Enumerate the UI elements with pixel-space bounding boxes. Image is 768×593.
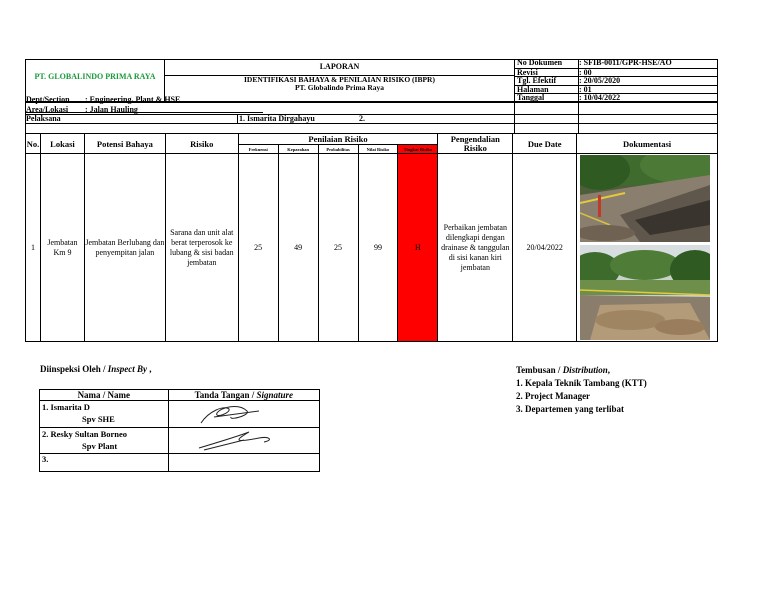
area-label: Area/Lokasi bbox=[26, 105, 69, 114]
col-no: No. bbox=[26, 134, 41, 154]
documentation-photo-bottom bbox=[580, 245, 710, 340]
col-risiko: Risiko bbox=[165, 134, 238, 154]
meta-label: No Dokumen bbox=[517, 58, 563, 67]
dept-value: : Engineering, Plant & HSE bbox=[85, 95, 181, 104]
pelaksana-label: Pelaksana bbox=[26, 114, 61, 123]
distribution-item: 3. Departemen yang terlibat bbox=[516, 404, 624, 414]
meta-value: : SFIB-0011/GPR-HSE/AO bbox=[579, 58, 672, 67]
signature-mark bbox=[169, 401, 319, 427]
line bbox=[237, 114, 238, 124]
meta-value: : 00 bbox=[579, 67, 592, 77]
signer-cell bbox=[40, 401, 169, 428]
signer-role: Spv SHE bbox=[82, 414, 115, 424]
distribution-title-text: Tembusan / bbox=[516, 365, 563, 375]
signature-cell bbox=[168, 401, 319, 428]
distribution-title-italic: Distribution bbox=[562, 365, 608, 375]
cell-no: 1 bbox=[26, 154, 41, 342]
line bbox=[514, 102, 515, 134]
line bbox=[717, 102, 718, 134]
report-subtitle: IDENTIFIKASI BAHAYA & PENILAIAN RISIKO (IBPR) bbox=[244, 75, 435, 84]
inspect-by-suffix: , bbox=[147, 364, 152, 374]
col-pengendalian: Pengendalian Risiko bbox=[438, 134, 513, 154]
sub-tingkat: Tingkat Risiko bbox=[398, 145, 438, 154]
pelaksana-name-2: 2. bbox=[359, 114, 365, 123]
meta-label: Tgl. Efektif bbox=[517, 76, 557, 86]
sub-nilai: Nilai Risiko bbox=[358, 145, 398, 154]
signature-mark bbox=[169, 428, 319, 454]
meta-label: Tanggal bbox=[517, 93, 545, 103]
signer-name: 3. bbox=[42, 454, 49, 464]
inspect-by-text: Diinspeksi Oleh / bbox=[40, 364, 108, 374]
distribution-title-suffix: , bbox=[607, 365, 610, 375]
meta-row bbox=[515, 59, 718, 69]
sub-frekuensi: Frekuensi bbox=[238, 145, 278, 154]
line bbox=[578, 102, 579, 134]
cell-tingkat: H bbox=[398, 154, 438, 342]
signer-cell bbox=[40, 454, 169, 472]
cell-pengendalian: Perbaikan jembatan dilengkapi dengan drainase & tanggulan di sisi kanan kiri jembatan bbox=[438, 154, 513, 342]
distribution-title bbox=[516, 364, 647, 377]
report-company: PT. Globalindo Prima Raya bbox=[294, 83, 385, 92]
area-value: : Jalan Hauling bbox=[85, 105, 138, 114]
company-name: PT. GLOBALINDO PRIMA RAYA bbox=[34, 72, 156, 81]
signer-name: 2. Resky Sultan Borneo bbox=[42, 429, 128, 439]
distribution-item: 1. Kepala Teknik Tambang (KTT) bbox=[516, 378, 647, 388]
cell-keparahan: 49 bbox=[278, 154, 318, 342]
col-dokumentasi: Dokumentasi bbox=[577, 134, 718, 154]
meta-value: : 01 bbox=[579, 84, 592, 94]
sub-keparahan: Keparahan bbox=[278, 145, 318, 154]
report-title: LAPORAN bbox=[319, 62, 360, 71]
dept-label: Dept/Section bbox=[26, 95, 70, 104]
col-lokasi: Lokasi bbox=[40, 134, 84, 154]
line bbox=[25, 123, 718, 124]
signature-table bbox=[39, 389, 320, 472]
distribution-block bbox=[516, 364, 647, 416]
cell-due: 20/04/2022 bbox=[513, 154, 577, 342]
signature-header-italic: Signature bbox=[256, 390, 294, 400]
documentation-photo-top bbox=[580, 155, 710, 242]
sub-probabilitas: Probabilitas bbox=[318, 145, 358, 154]
signature-cell bbox=[168, 454, 319, 472]
table-row bbox=[40, 454, 320, 472]
meta-value: : 20/05/2020 bbox=[579, 76, 621, 86]
col-name-header: Nama / Name bbox=[40, 390, 169, 401]
col-signature-header bbox=[168, 390, 319, 401]
cell-probabilitas: 25 bbox=[318, 154, 358, 342]
line bbox=[25, 114, 718, 115]
table-row bbox=[40, 401, 320, 428]
cell-risiko: Sarana dan unit alat berat terperosok ke lubang & sisi badan jembatan bbox=[165, 154, 238, 342]
distribution-item: 2. Project Manager bbox=[516, 391, 591, 401]
inspect-by-label bbox=[40, 364, 152, 374]
col-due: Due Date bbox=[513, 134, 577, 154]
signer-name: 1. Ismarita D bbox=[42, 402, 90, 412]
inspect-by-italic: Inspect By bbox=[107, 364, 148, 374]
table-row bbox=[40, 428, 320, 454]
col-potensi: Potensi Bahaya bbox=[84, 134, 165, 154]
cell-lokasi: Jembatan Km 9 bbox=[40, 154, 84, 342]
meta-label: Halaman bbox=[517, 84, 549, 94]
signer-cell bbox=[40, 428, 169, 454]
meta-label: Revisi bbox=[517, 67, 538, 77]
cell-potensi: Jembatan Berlubang dan penyempitan jalan bbox=[84, 154, 165, 342]
signer-role: Spv Plant bbox=[82, 441, 118, 451]
meta-value: : 10/04/2022 bbox=[579, 93, 621, 103]
cell-nilai: 99 bbox=[358, 154, 398, 342]
cell-frekuensi: 25 bbox=[238, 154, 278, 342]
pelaksana-name-1: 1. Ismarita Dirgahayu bbox=[239, 114, 315, 123]
col-penilaian: Penilaian Risiko bbox=[238, 134, 438, 145]
signature-cell bbox=[168, 428, 319, 454]
signature-header-text: Tanda Tangan / bbox=[194, 390, 257, 400]
